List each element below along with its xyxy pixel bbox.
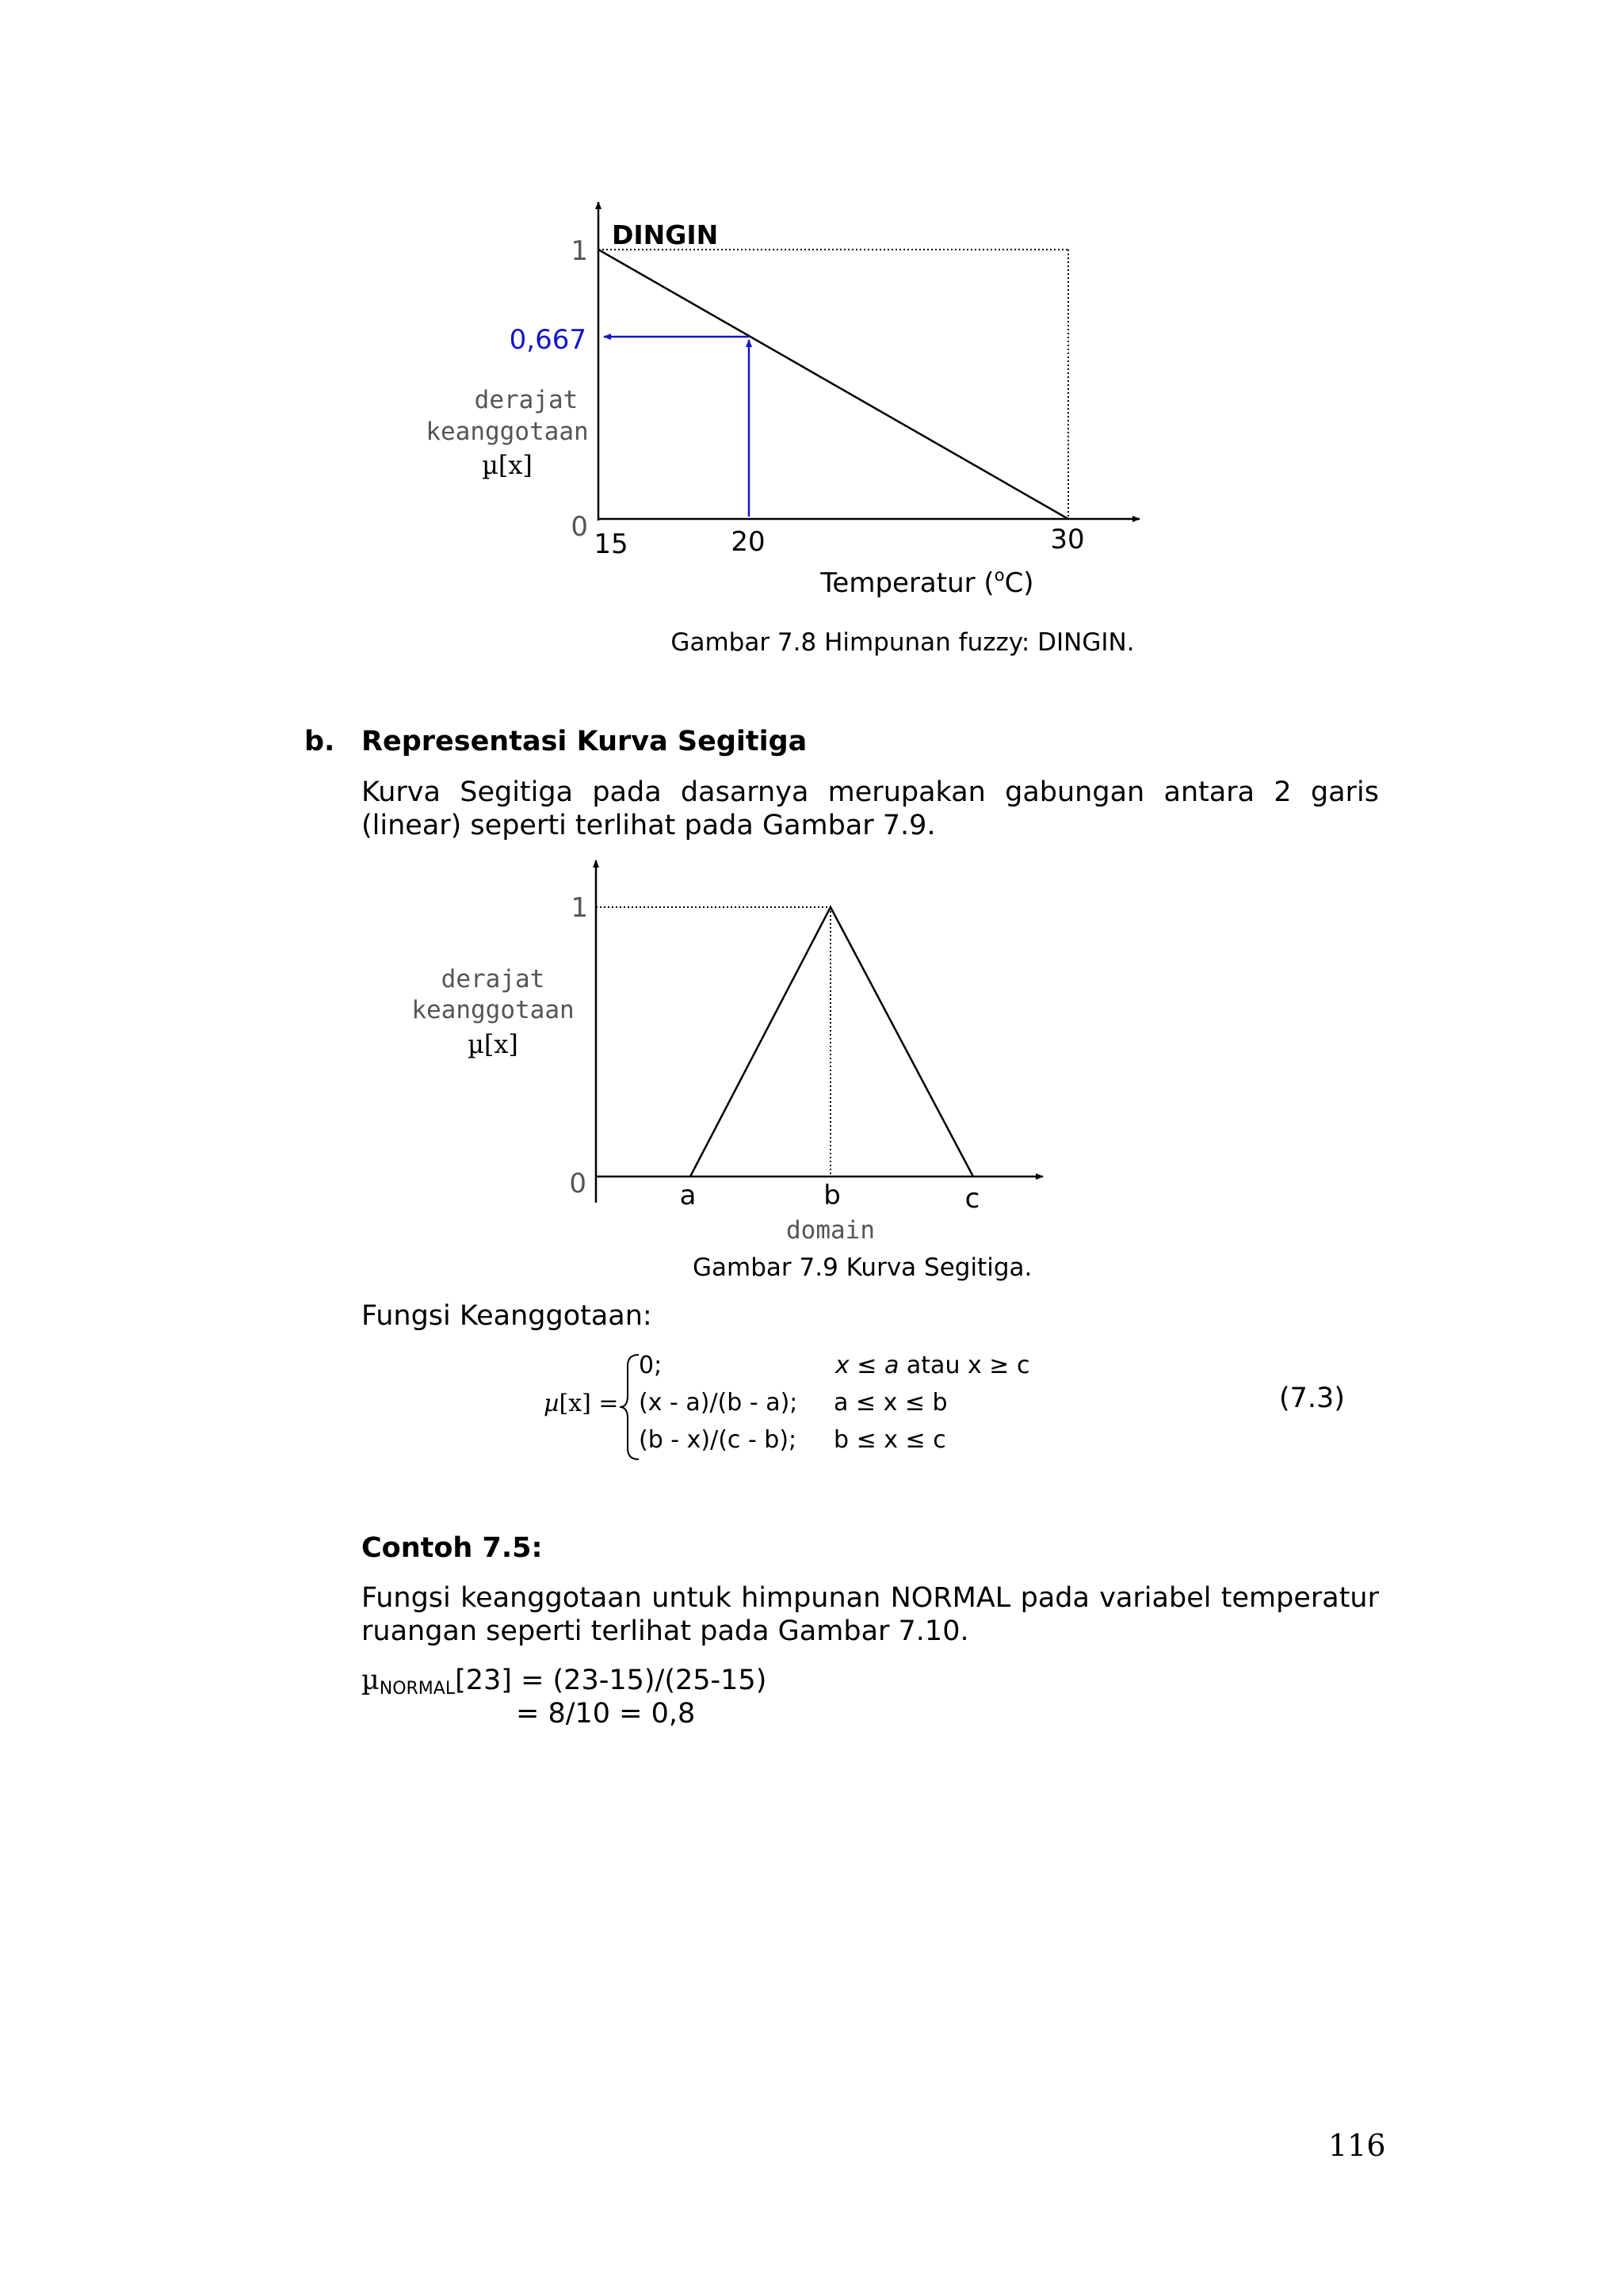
fig78-dingin-curve xyxy=(598,250,1068,519)
example-calc-sub: NORMAL xyxy=(379,1679,456,1699)
fig78-highlight-value: 0,667 xyxy=(509,324,586,356)
fig79-y-tick-1: 1 xyxy=(571,892,588,924)
membership-lhs xyxy=(544,1390,619,1417)
membership-case3-expr: (b - x)/(c - b); xyxy=(639,1426,797,1454)
example-calc-line1 xyxy=(361,1664,766,1701)
example-para-line1: Fungsi keanggotaan untuk himpunan NORMAL pada variabel temperatur xyxy=(361,1582,1379,1614)
membership-case2-expr: (x - a)/(b - a); xyxy=(639,1389,798,1417)
figure-7-8 xyxy=(0,0,1623,681)
fig78-x-tick-20: 20 xyxy=(731,526,766,558)
figure-7-9 xyxy=(0,840,1623,1299)
section-b-marker: b. xyxy=(304,726,335,757)
section-b-para-line2: (linear) seperti terlihat pada Gambar 7.9. xyxy=(361,810,936,841)
fig78-y-label-1: derajat xyxy=(474,386,579,414)
fig78-x-label xyxy=(819,566,1033,599)
fig79-triangle-curve xyxy=(690,907,973,1177)
fig79-y-label-2: keanggotaan xyxy=(411,996,575,1024)
fig79-caption: Gambar 7.9 Kurva Segitiga. xyxy=(693,1253,1033,1282)
example-calc-rest: [23] = (23-15)/(25-15) xyxy=(455,1665,767,1696)
fig79-y-label-1: derajat xyxy=(441,965,545,994)
membership-case1-expr: 0; xyxy=(639,1352,663,1379)
example-heading: Contoh 7.5: xyxy=(361,1532,543,1564)
equation-number: (7.3) xyxy=(1279,1383,1345,1414)
membership-case1-tail: atau x ≥ c xyxy=(899,1352,1030,1379)
membership-lhs-rest: [x] = xyxy=(559,1390,619,1417)
fig78-x-label-suffix: C) xyxy=(1004,567,1034,599)
fig78-x-tick-30: 30 xyxy=(1050,524,1085,555)
fig78-y-tick-1: 1 xyxy=(571,235,588,267)
membership-case3-cond: b ≤ x ≤ c xyxy=(834,1426,946,1454)
membership-case1-a: a xyxy=(884,1352,899,1379)
membership-case2-cond: a ≤ x ≤ b xyxy=(834,1389,948,1417)
fig78-y-label-2: keanggotaan xyxy=(426,418,589,446)
fig78-caption: Gambar 7.8 Himpunan fuzzy: DINGIN. xyxy=(670,628,1135,657)
example-calc-mu: µ xyxy=(361,1665,380,1696)
fig79-x-tick-c: c xyxy=(964,1183,980,1215)
membership-case1-cond xyxy=(835,1352,1029,1379)
fig79-x-tick-a: a xyxy=(679,1180,697,1211)
fig78-curve-label: DINGIN xyxy=(612,219,719,250)
membership-case1-rel: ≤ xyxy=(849,1352,884,1379)
fig78-y-label-3: µ[x] xyxy=(482,450,533,480)
membership-heading: Fungsi Keanggotaan: xyxy=(361,1300,652,1332)
example-para-line2: ruangan seperti terlihat pada Gambar 7.10. xyxy=(361,1615,969,1647)
page-number: 116 xyxy=(1328,2128,1386,2163)
section-b-title: Representasi Kurva Segitiga xyxy=(361,726,808,757)
fig78-x-label-prefix: Temperatur ( xyxy=(820,567,995,599)
membership-lhs-mu: µ xyxy=(544,1390,559,1417)
fig79-y-label-3: µ[x] xyxy=(468,1029,518,1059)
example-calc-line2: = 8/10 = 0,8 xyxy=(516,1698,696,1730)
fig79-y-tick-0: 0 xyxy=(569,1168,586,1199)
fig78-x-tick-15: 15 xyxy=(594,528,628,560)
fig78-x-label-degree: o xyxy=(994,566,1005,585)
membership-case1-x: x xyxy=(835,1352,850,1379)
fig78-y-tick-0: 0 xyxy=(571,511,588,543)
fig79-x-tick-b: b xyxy=(823,1180,841,1211)
section-b-para-line1: Kurva Segitiga pada dasarnya merupakan gabungan antara 2 garis xyxy=(361,776,1379,808)
fig79-x-label: domain xyxy=(786,1216,875,1245)
